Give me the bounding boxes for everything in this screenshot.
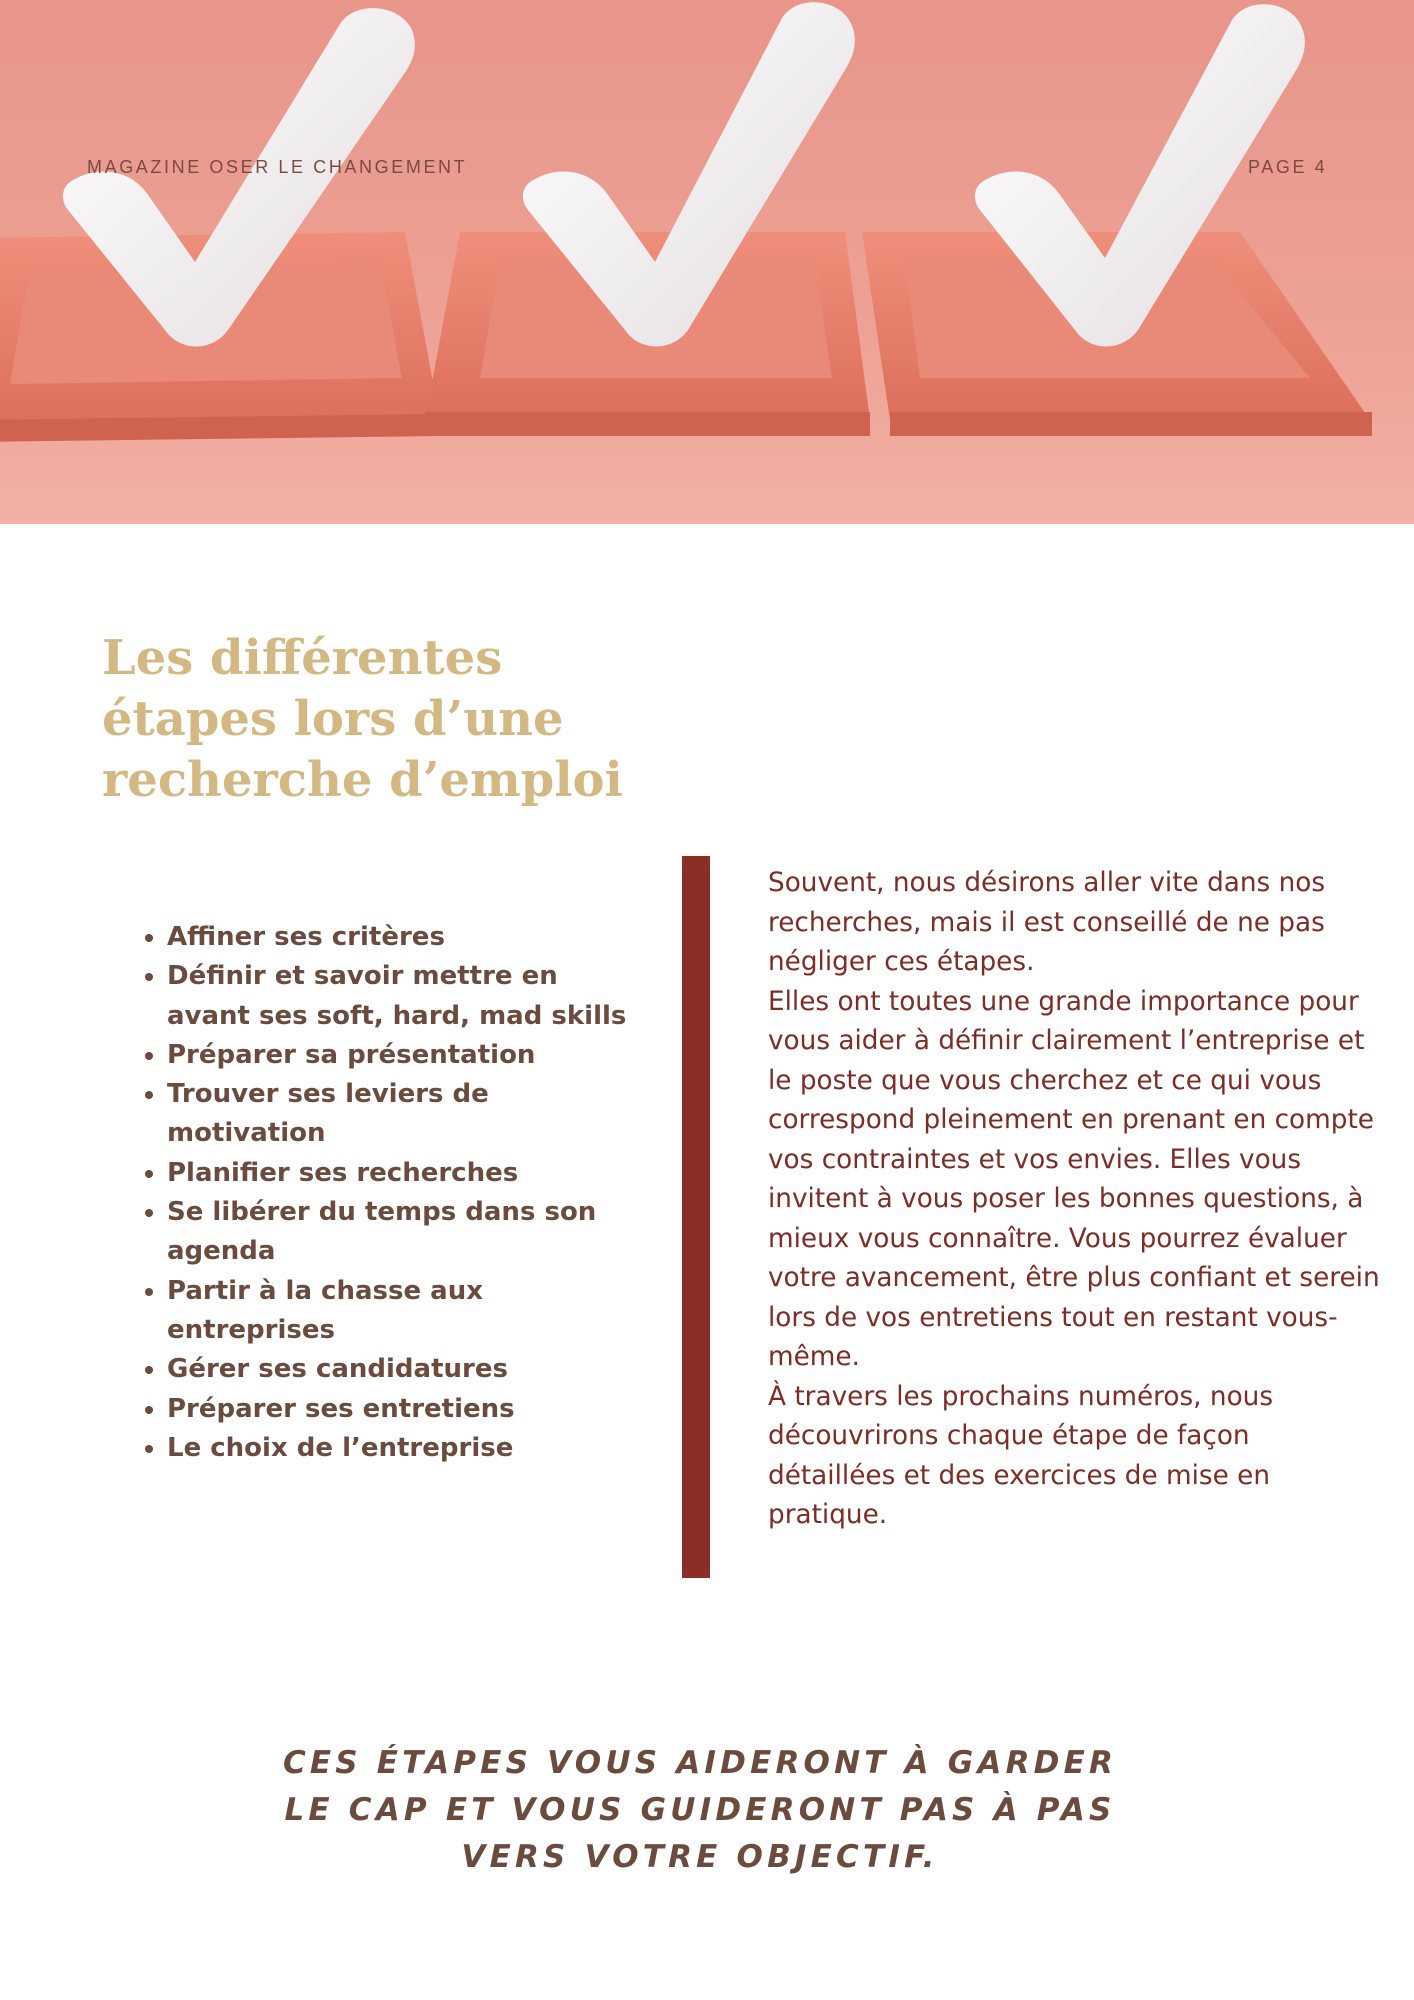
list-item: • Préparer sa présentation (167, 1036, 637, 1075)
quote-line: CES ÉTAPES VOUS AIDERONT À GARDER (282, 1745, 1118, 1781)
heading-line: recherche d’emploi (102, 752, 623, 808)
body-paragraph: Elles ont toutes une grande importance pour vous aider à définir clairement l’entreprise et le poste que vous cherchez et ce qui vous correspond pleinement en prenant en compte vos contraintes et vos envies. Elles vous invitent à vous poser les bonnes questions, à mieux vous connaître. Vous pourrez évaluer votre avancement, être plus confiant et serein lors de vos entretiens tout en restant vous-même. (768, 986, 1380, 1372)
list-item: • Planifier ses recherches (167, 1154, 637, 1193)
steps-list (130, 918, 637, 1468)
list-item: • Définir et savoir mettre en avant ses soft, hard, mad skills (167, 957, 637, 1036)
hero-banner (0, 0, 1414, 524)
heading-line: Les différentes (102, 630, 503, 686)
list-item: • Affiner ses critères (167, 918, 637, 957)
list-item: • Trouver ses leviers de motivation (167, 1075, 637, 1154)
list-item: • Partir à la chasse aux entreprises (167, 1272, 637, 1351)
checkmark-boxes-icon (0, 0, 1414, 524)
quote-line: LE CAP ET VOUS GUIDERONT PAS À PAS (284, 1792, 1116, 1828)
heading-line: étapes lors d’une (102, 691, 564, 747)
body-paragraph: Souvent, nous désirons aller vite dans nos recherches, mais il est conseillé de ne pas négliger ces étapes. (768, 868, 1326, 977)
body-paragraph: À travers les prochains numéros, nous découvrirons chaque étape de façon détaillées et des exercices de mise en pratique. (768, 1381, 1274, 1530)
magazine-title: MAGAZINE OSER LE CHANGEMENT (87, 157, 468, 177)
quote-line: VERS VOTRE OBJECTIF. (461, 1839, 939, 1875)
page-heading (102, 628, 662, 811)
list-item: • Se libérer du temps dans son agenda (167, 1193, 637, 1272)
vertical-divider (682, 856, 710, 1578)
list-item: • Gérer ses candidatures (167, 1350, 637, 1389)
pull-quote (250, 1740, 1150, 1881)
page-number: PAGE 4 (1248, 157, 1328, 177)
body-text (768, 864, 1384, 1536)
list-item: • Préparer ses entretiens (167, 1390, 637, 1429)
list-item: • Le choix de l’entreprise (167, 1429, 637, 1468)
